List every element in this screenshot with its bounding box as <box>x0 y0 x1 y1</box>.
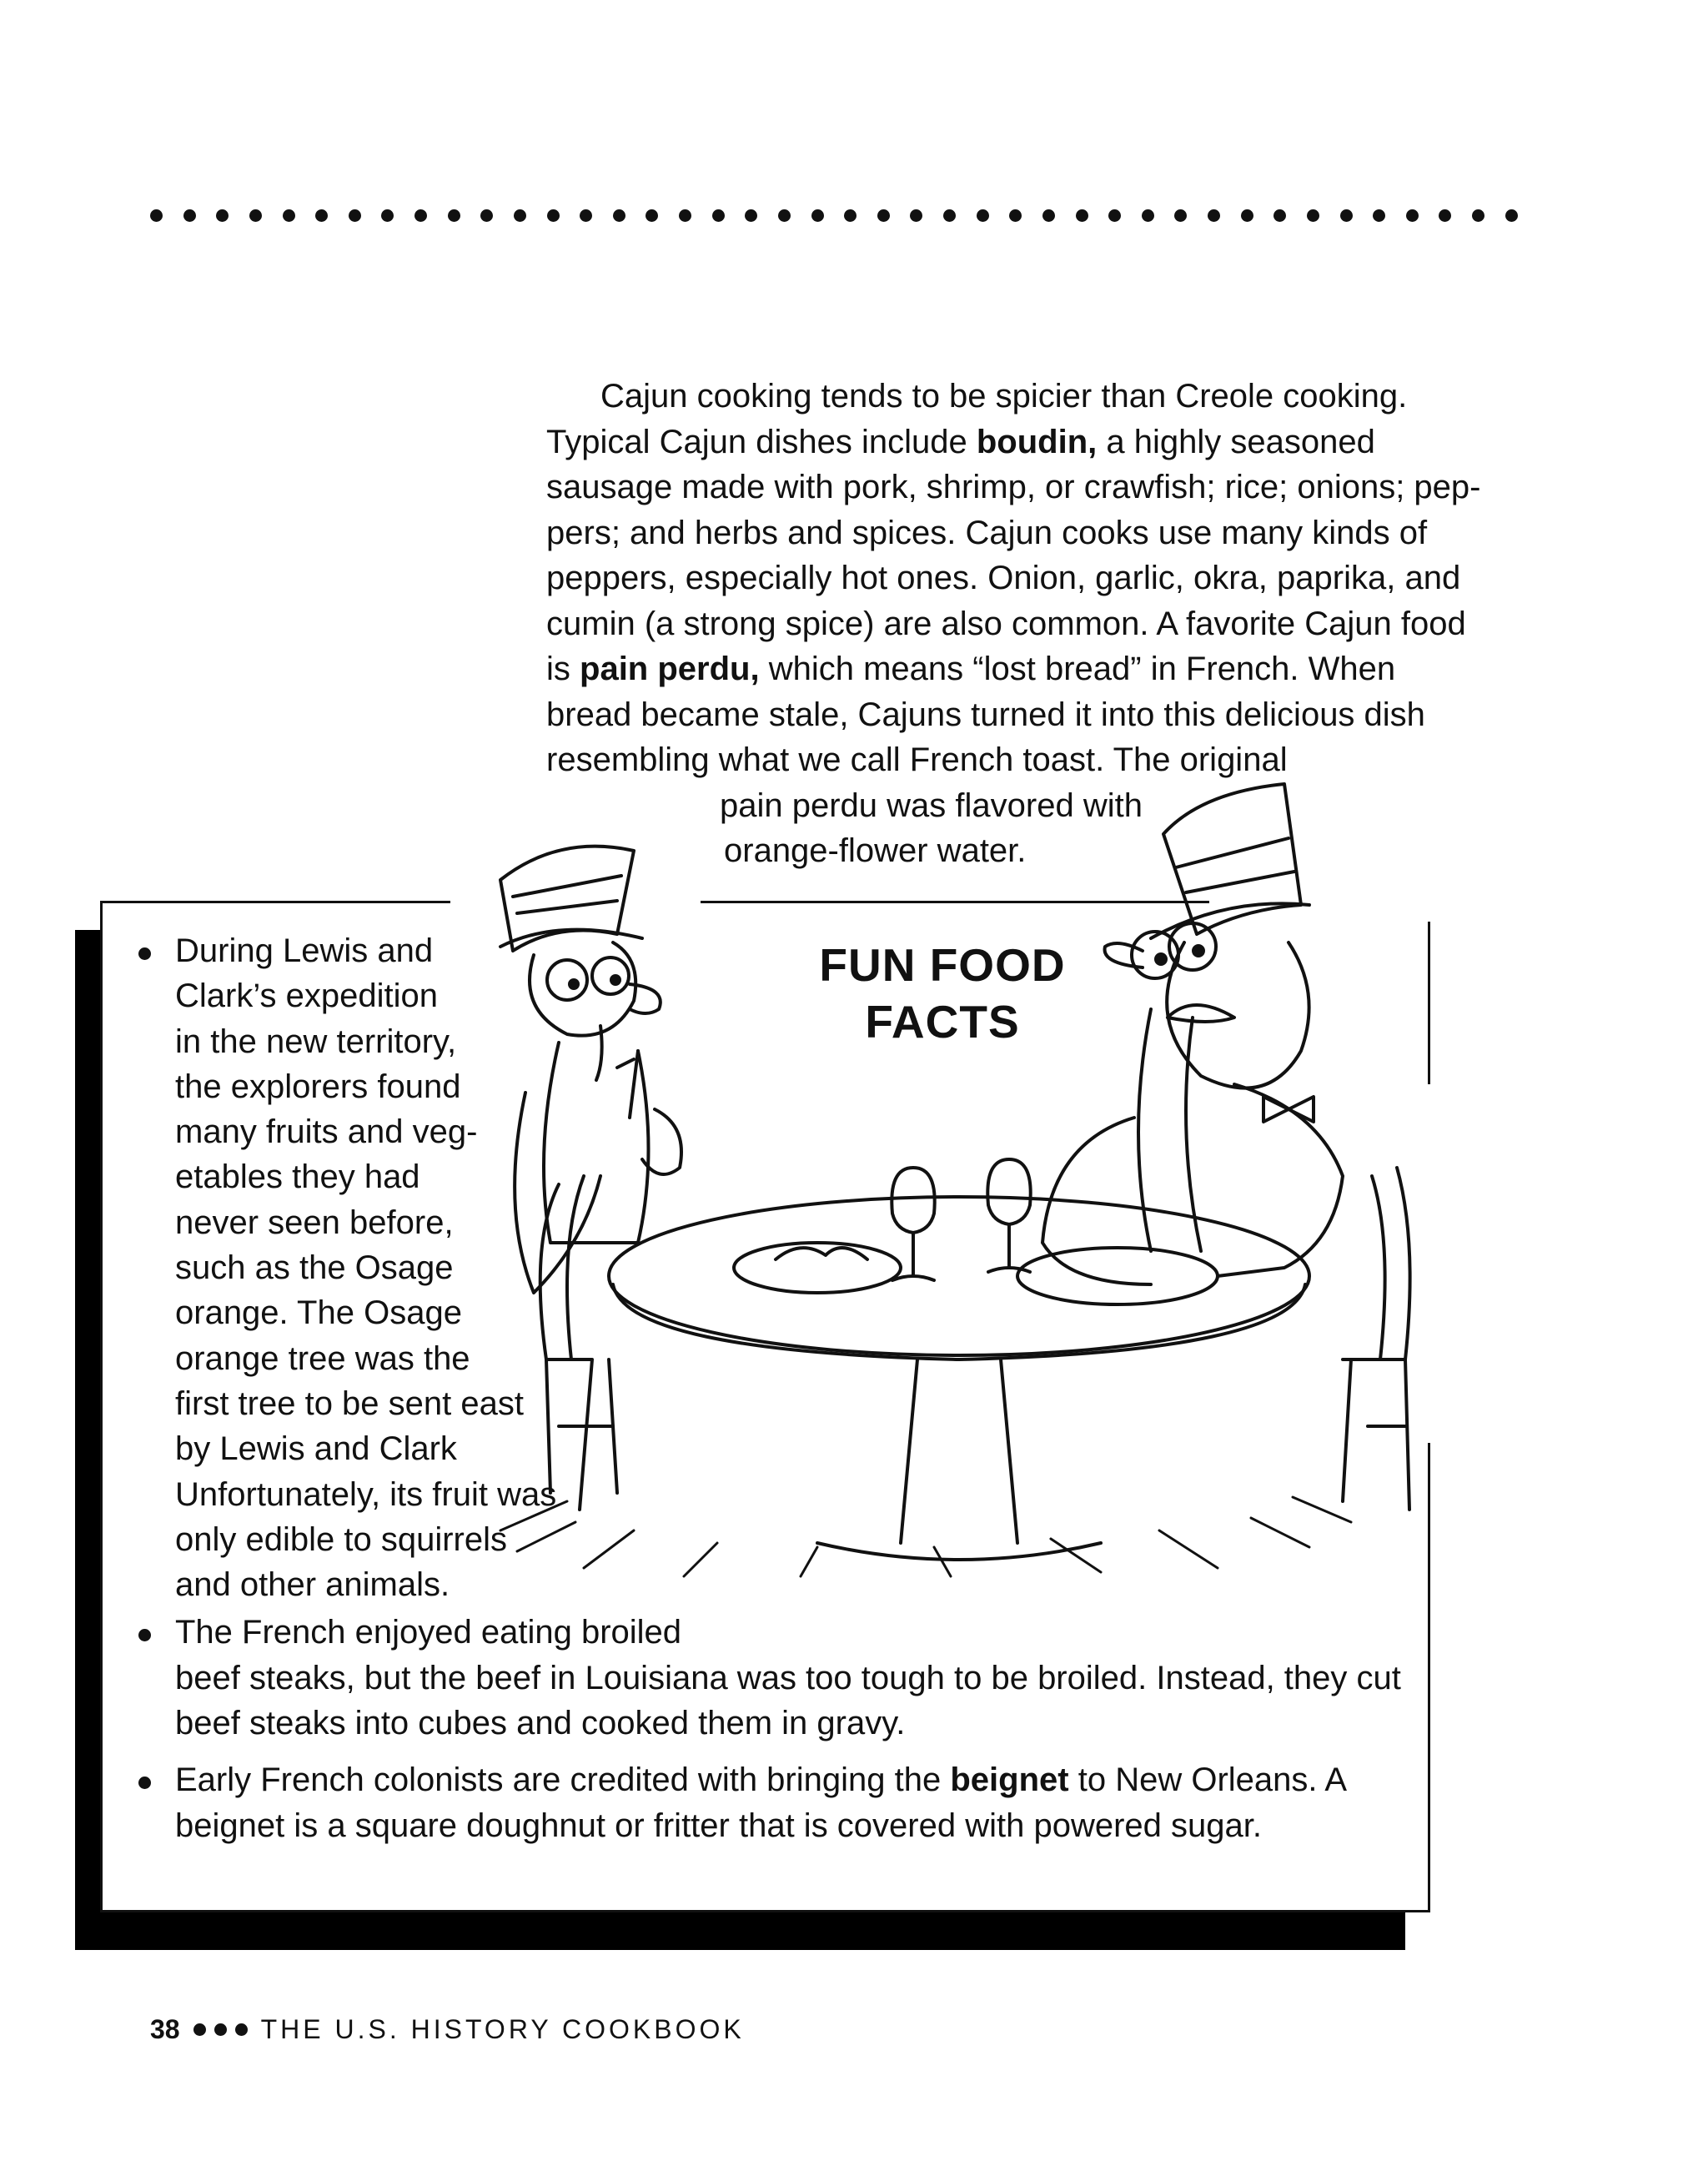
rule-dot <box>1273 209 1286 222</box>
rule-dot <box>1042 209 1055 222</box>
fact-line: many fruits and veg- <box>175 1113 478 1151</box>
fact-line: Unfortunately, its fruit was <box>175 1475 557 1513</box>
rule-dot <box>1009 209 1022 222</box>
rule-dot <box>811 209 824 222</box>
term-beignet: beignet <box>950 1761 1069 1799</box>
intro-line: resembling what we call French toast. The original <box>546 741 1288 778</box>
decorative-dot-rule <box>150 203 1518 228</box>
rule-dot <box>315 209 328 222</box>
rule-dot <box>283 209 295 222</box>
rule-dot <box>778 209 791 222</box>
title-line: FACTS <box>865 996 1020 1048</box>
intro-line: is <box>546 651 570 687</box>
rule-dot <box>1208 209 1220 222</box>
rule-dot <box>1406 209 1419 222</box>
intro-line: a highly seasoned <box>1106 423 1375 460</box>
rule-dot <box>414 209 427 222</box>
rule-dot <box>943 209 956 222</box>
intro-line: bread became stale, Cajuns turned it into this delicious dish <box>546 696 1425 733</box>
intro-line: peppers, especially hot ones. Onion, garlic, okra, paprika, and <box>546 560 1461 596</box>
rule-dot <box>613 209 625 222</box>
rule-dot <box>712 209 725 222</box>
intro-line: which means “lost bread” in French. When <box>768 651 1396 687</box>
rule-dot <box>910 209 922 222</box>
fact-line: etables they had <box>175 1158 420 1196</box>
intro-line: Cajun cooking tends to be spicier than Creole cooking. <box>600 378 1408 415</box>
title-line: FUN FOOD <box>819 939 1066 991</box>
book-title: THE U.S. HISTORY COOKBOOK <box>260 2013 745 2044</box>
intro-line: cumin (a strong spice) are also common. A favorite Cajun food <box>546 605 1466 642</box>
fact-line: and other animals. <box>175 1566 450 1604</box>
fact-line: such as the Osage <box>175 1249 454 1287</box>
fact-line: Clark’s expedition <box>175 977 438 1015</box>
fact-text: Early French colonists are credited with bringing the <box>175 1761 942 1799</box>
rule-dot <box>1076 209 1088 222</box>
fact-line: During Lewis and <box>175 932 434 969</box>
fact-item <box>133 1757 1401 1848</box>
fact-line: the explorers found <box>175 1068 461 1105</box>
rule-dot <box>844 209 857 222</box>
rule-dot <box>216 209 229 222</box>
rule-dot <box>349 209 361 222</box>
rule-dot <box>1108 209 1121 222</box>
rule-dot <box>514 209 526 222</box>
rule-dot <box>448 209 460 222</box>
fact-line: in the new territory, <box>175 1023 457 1060</box>
intro-line: pain perdu was flavored with <box>720 787 1143 824</box>
page-footer <box>150 2008 745 2050</box>
footer-dots <box>193 2023 248 2036</box>
rule-dot <box>1241 209 1253 222</box>
term-pain-perdu: pain perdu, <box>580 651 760 687</box>
rule-dot <box>1340 209 1353 222</box>
fact-line: by Lewis and Clark <box>175 1430 457 1468</box>
rule-dot <box>679 209 691 222</box>
page-number: 38 <box>150 2013 180 2044</box>
rule-dot <box>1174 209 1187 222</box>
rule-dot <box>1505 209 1518 222</box>
intro-line: orange-flower water. <box>724 832 1027 869</box>
rule-dot <box>646 209 658 222</box>
rule-dot <box>1472 209 1484 222</box>
rule-dot <box>249 209 262 222</box>
fact-text: The French enjoyed eating broiled <box>175 1614 682 1651</box>
rule-dot <box>150 209 163 222</box>
rule-dot <box>580 209 592 222</box>
fact-line: orange tree was the <box>175 1339 470 1377</box>
fact-line: orange. The Osage <box>175 1294 462 1332</box>
rule-dot <box>1439 209 1451 222</box>
rule-dot <box>745 209 757 222</box>
fact-text: beef steaks, but the beef in Louisiana was too tough to be broiled. Instead, they cut beef steaks into cubes and cooked them in gravy. <box>175 1659 1401 1742</box>
rule-dot <box>1142 209 1154 222</box>
rule-dot <box>480 209 493 222</box>
rule-dot <box>1373 209 1385 222</box>
intro-line: pers; and herbs and spices. Cajun cooks use many kinds of <box>546 514 1428 551</box>
intro-line: sausage made with pork, shrimp, or crawfish; rice; onions; pep- <box>546 469 1481 505</box>
fun-facts-list <box>133 928 1401 1848</box>
rule-dot <box>877 209 890 222</box>
fact-item <box>133 1610 1401 1746</box>
fact-line: first tree to be sent east <box>175 1385 524 1422</box>
rule-dot <box>977 209 989 222</box>
fact-item <box>133 928 684 1607</box>
intro-line: Typical Cajun dishes include <box>546 423 967 460</box>
fact-text: to New Orleans. A beignet is a square doughnut or fritter that is covered with powered sugar. <box>175 1761 1345 1844</box>
rule-dot <box>183 209 196 222</box>
rule-dot <box>381 209 394 222</box>
rule-dot <box>547 209 560 222</box>
rule-dot <box>1307 209 1319 222</box>
term-boudin: boudin, <box>976 423 1098 460</box>
fact-line: never seen before, <box>175 1204 454 1241</box>
fact-line: only edible to squirrels <box>175 1520 507 1558</box>
